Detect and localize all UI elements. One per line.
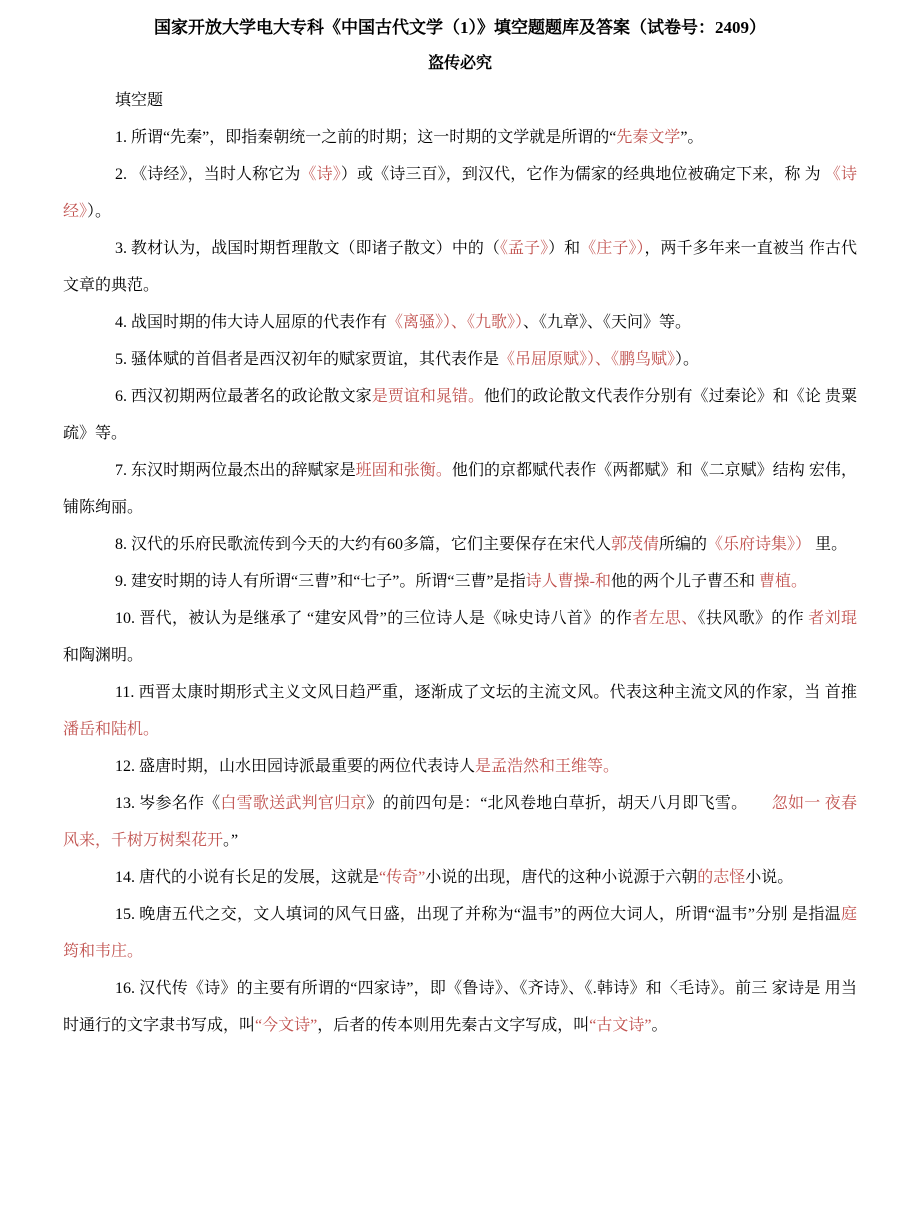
document-title: 国家开放大学电大专科《中国古代文学（1）》填空题题库及答案（试卷号：2409）: [154, 18, 766, 37]
answer-text: 的志怪: [697, 869, 746, 886]
section-label: 填空题: [115, 92, 164, 109]
question-item: [63, 452, 857, 526]
answer-text: 《庄子》）: [580, 240, 645, 257]
question-text: 14. 唐代的小说有长足的发展，这就是: [115, 869, 380, 886]
question-list: [63, 119, 857, 1044]
question-text: 16. 汉代传《诗》的主要有所谓的“四家诗”，即《鲁诗》、《齐诗》、《.韩诗》和〈毛诗》。前三 家诗是 用当时通行的文字隶书写成，叫: [63, 980, 857, 1034]
question-text: 。”: [223, 832, 239, 849]
question-text: ，两千多年来一直被当 作古代文章的典范。: [63, 240, 857, 294]
answer-text: 《诗经》: [63, 166, 857, 220]
answer-text: 曹植。: [758, 573, 807, 590]
answer-text: 《乐府诗集》）: [707, 536, 812, 553]
question-text: 他的两个儿子曹丕和: [610, 573, 759, 590]
question-text: ）和: [548, 240, 581, 257]
question-text: 7. 东汉时期两位最杰出的辞赋家是: [115, 462, 356, 479]
answer-text: 者左思、: [632, 610, 698, 627]
question-text: 1. 所谓“先秦”，即指秦朝统一之前的时期；这一时期的文学就是所谓的“: [115, 129, 617, 146]
question-item: [63, 748, 857, 785]
answer-text: 郭茂倩: [611, 536, 660, 553]
question-text: 。: [651, 1017, 668, 1034]
question-text: 6. 西汉初期两位最著名的政论散文家: [115, 388, 372, 405]
question-text: 》的前四句是：“北风卷地白草折，胡天八月即飞雪。: [366, 795, 772, 812]
answer-text: 《吊屈原赋》）、《鹏鸟赋》: [499, 351, 676, 368]
question-item: [63, 674, 857, 748]
question-text: 他们的京都赋代表作《两都赋》和《二京赋》结构 宏伟，铺陈绚丽。: [63, 462, 857, 516]
answer-text: 《孟子》: [499, 240, 549, 257]
question-text: ）。: [675, 351, 700, 368]
question-text: 10. 晋代，被认为是继承了 “建安风骨”的三位诗人是《咏史诗八首》的作: [115, 610, 633, 627]
question-text: 9. 建安时期的诗人有所谓“三曹”和“七子”。所谓“三曹”是指: [115, 573, 526, 590]
question-text: 13. 岑参名作《: [115, 795, 221, 812]
question-text: 3. 教材认为，战国时期哲理散文（即诸子散文）中的（: [115, 240, 500, 257]
answer-text: 庭筠和韦庄。: [63, 906, 857, 960]
question-text: 8. 汉代的乐府民歌流传到今天的大约有60多篇，它们主要保存在宋代人: [115, 536, 612, 553]
answer-text: 《诗》: [300, 166, 341, 183]
answer-text: 白雪歌送武判官归京: [220, 795, 367, 812]
question-text: 小说的出现，唐代的这种小说源于六朝: [425, 869, 698, 886]
question-item: [63, 119, 857, 156]
question-item: [63, 970, 857, 1044]
question-item: [63, 896, 857, 970]
question-text: ，后者的传本则用先秦古文字写成，叫: [317, 1017, 590, 1034]
answer-text: “今文诗”: [255, 1017, 318, 1034]
answer-text: 《离骚》）、《九歌》）: [387, 314, 524, 331]
question-item: [63, 156, 857, 230]
question-item: [63, 563, 857, 600]
question-text: ”。: [680, 129, 704, 146]
answer-text: 忽如一 夜春风来，千树万树梨花开: [63, 795, 857, 849]
answer-text: 先秦文学: [616, 129, 681, 146]
question-text: 12. 盛唐时期，山水田园诗派最重要的两位代表诗人: [115, 758, 476, 775]
answer-text: “传奇”: [379, 869, 426, 886]
question-text: 所编的: [659, 536, 708, 553]
question-item: [63, 378, 857, 452]
question-text: 《扶风歌》的作: [697, 610, 809, 627]
question-item: [63, 526, 857, 563]
question-item: [63, 785, 857, 859]
question-text: 11. 西晋太康时期形式主义文风日趋严重，逐渐成了文坛的主流文风。代表这种主流文风的作家，当 首推: [115, 684, 857, 701]
question-text: 2. 《诗经》，当时人称它为: [115, 166, 301, 183]
question-item: [63, 304, 857, 341]
question-item: [63, 600, 857, 674]
answer-text: 潘岳和陆机。: [63, 721, 160, 738]
question-item: [63, 859, 857, 896]
answer-text: 是贾谊和晁错。: [371, 388, 484, 405]
question-text: 4. 战国时期的伟大诗人屈原的代表作有: [115, 314, 388, 331]
answer-text: “古文诗”: [589, 1017, 652, 1034]
question-text: ）或《诗三百》，到汉代，它作为儒家的经典地位被确定下来，称 为: [340, 166, 825, 183]
answer-text: 是孟浩然和王维等。: [475, 758, 620, 775]
question-text: 小说。: [745, 869, 794, 886]
question-text: 他们的政论散文代表作分别有《过秦论》和《论 贵粟疏》等。: [63, 388, 857, 442]
question-text: 5. 骚体赋的首倡者是西汉初年的赋家贾谊，其代表作是: [115, 351, 500, 368]
question-text: 里。: [811, 536, 848, 553]
question-text: 和陶渊明。: [63, 647, 144, 664]
question-text: 15. 晚唐五代之交，文人填词的风气日盛，出现了并称为“温韦”的两位大词人，所谓“温韦”分别 是指温: [115, 906, 841, 923]
question-text: 、《九章》、《天问》等。: [523, 314, 692, 331]
answer-text: 班固和张衡。: [355, 462, 452, 479]
question-item: [63, 341, 857, 378]
answer-text: 诗人曹操-和: [525, 573, 611, 590]
question-text: ）。: [87, 203, 112, 220]
answer-text: 者刘琨: [808, 610, 857, 627]
document-subtitle: 盗传必究: [427, 55, 492, 72]
question-item: [63, 230, 857, 304]
